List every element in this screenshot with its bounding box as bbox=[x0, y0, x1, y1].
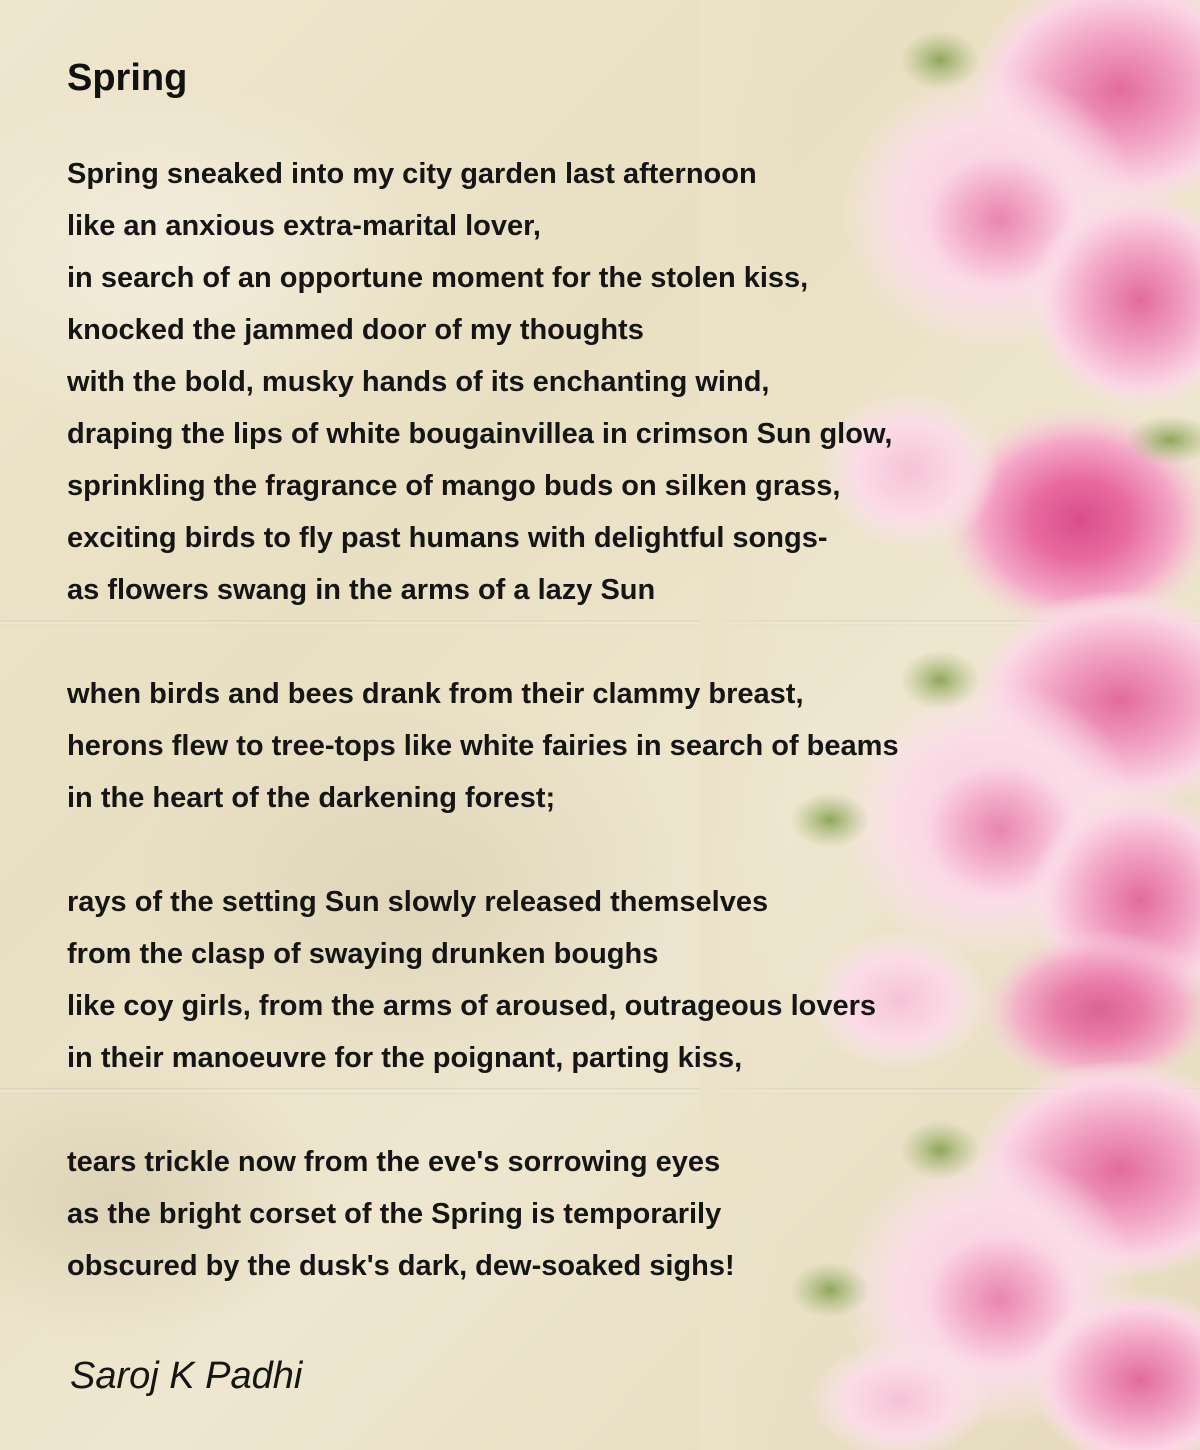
poem-line: Spring sneaked into my city garden last afternoon bbox=[67, 158, 757, 190]
poem-body bbox=[67, 148, 1047, 1292]
stanza-break bbox=[67, 1084, 1047, 1136]
poem-title: Spring bbox=[67, 57, 188, 99]
poem-line: draping the lips of white bougainvillea in crimson Sun glow, bbox=[67, 418, 893, 450]
poem-line: exciting birds to fly past humans with delightful songs- bbox=[67, 522, 828, 554]
stanza bbox=[67, 148, 1047, 616]
stanza bbox=[67, 668, 1047, 824]
stanza bbox=[67, 876, 1047, 1084]
poem-line: rays of the setting Sun slowly released themselves bbox=[67, 886, 769, 918]
poem-line: in their manoeuvre for the poignant, parting kiss, bbox=[67, 1042, 743, 1074]
stanza bbox=[67, 1136, 1047, 1292]
poem-line: when birds and bees drank from their clammy breast, bbox=[67, 678, 804, 710]
poem-line: as the bright corset of the Spring is temporarily bbox=[67, 1198, 722, 1230]
poem-line: like coy girls, from the arms of aroused, outrageous lovers bbox=[67, 990, 877, 1022]
poem-line: from the clasp of swaying drunken boughs bbox=[67, 938, 659, 970]
stanza-break bbox=[67, 824, 1047, 876]
stanza-break bbox=[67, 616, 1047, 668]
poem-line: obscured by the dusk's dark, dew-soaked sighs! bbox=[67, 1250, 735, 1282]
poem-line: knocked the jammed door of my thoughts bbox=[67, 314, 644, 346]
poem-line: in the heart of the darkening forest; bbox=[67, 782, 556, 814]
poem-line: as flowers swang in the arms of a lazy Sun bbox=[67, 574, 656, 606]
poem-line: tears trickle now from the eve's sorrowing eyes bbox=[67, 1146, 721, 1178]
poem-line: like an anxious extra-marital lover, bbox=[67, 210, 541, 242]
poem-line: with the bold, musky hands of its enchanting wind, bbox=[67, 366, 770, 398]
poem-line: herons flew to tree-tops like white fairies in search of beams bbox=[67, 730, 899, 762]
poem-line: sprinkling the fragrance of mango buds on silken grass, bbox=[67, 470, 841, 502]
poem-author: Saroj K Padhi bbox=[70, 1355, 303, 1397]
poem-line: in search of an opportune moment for the stolen kiss, bbox=[67, 262, 809, 294]
